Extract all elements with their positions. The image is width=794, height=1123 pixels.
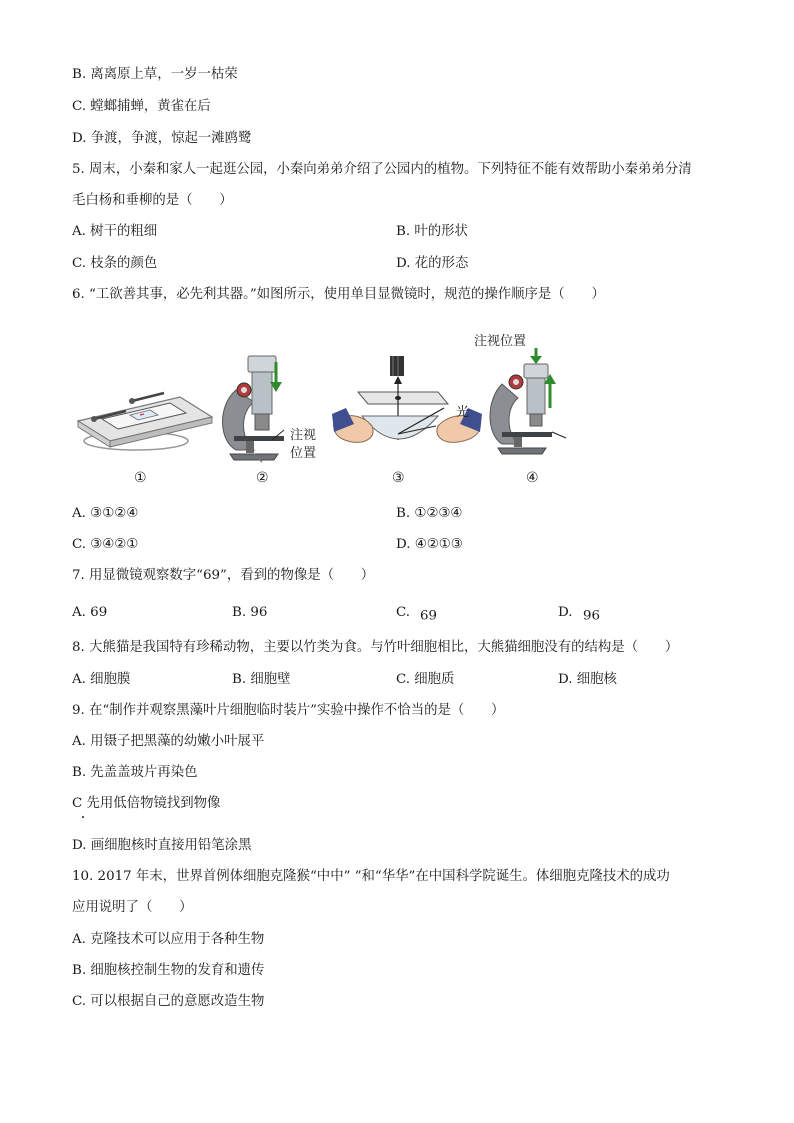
q9-stem: 9. 在“制作并观察黑藻叶片细胞临时装片”实验中操作不恰当的是（ ） — [72, 703, 505, 718]
gaze-position-label-4: 注视位置 — [474, 334, 527, 349]
figure-number-3: ③ — [392, 470, 405, 486]
q4-option-b: B. 离离原上草，一岁一枯荣 — [72, 67, 238, 82]
q8-option-a: A. 细胞膜 — [72, 672, 131, 687]
q5-stem-line1: 5. 周末，小秦和家人一起逛公园，小秦向弟弟介绍了公园内的植物。下列特征不能有效帮助小秦弟弟分清 — [72, 162, 692, 177]
q7-option-c-rotated-number: 69 — [420, 606, 438, 621]
q5-option-b: B. 叶的形状 — [396, 224, 468, 239]
q6-option-d: D. ④②①③ — [396, 537, 463, 552]
q5-stem-line2: 毛白杨和垂柳的是（ ） — [72, 193, 233, 208]
q5-option-a: A. 树干的粗细 — [72, 224, 158, 239]
q6-option-a: A. ③①②④ — [72, 506, 139, 521]
q9-option-d: D. 画细胞核时直接用铅笔涂黑 — [72, 838, 252, 853]
q10-option-a: A. 克隆技术可以应用于各种生物 — [72, 932, 265, 947]
figure-number-4: ④ — [526, 470, 539, 486]
figure-number-2: ② — [256, 470, 269, 486]
q7-option-c-prefix: C. — [396, 605, 411, 620]
q5-option-c: C. 枝条的颜色 — [72, 256, 158, 271]
q7-stem: 7. 用显微镜观察数字“69”，看到的物像是（ ） — [72, 568, 375, 583]
q9-option-a: A. 用镊子把黑藻的幼嫩小叶展平 — [72, 734, 265, 749]
microscope-step-4-figure — [486, 348, 576, 463]
stray-dot — [82, 816, 84, 818]
figure-number-1: ① — [134, 470, 147, 486]
q7-option-a: A. 69 — [72, 605, 108, 620]
q4-option-c: C. 螳螂捕蝉，黄雀在后 — [72, 99, 211, 114]
q7-option-d — [558, 604, 600, 622]
q8-option-c: C. 细胞质 — [396, 672, 455, 687]
q4-option-d: D. 争渡，争渡，惊起一滩鸥鹭 — [72, 131, 252, 146]
q10-stem-line1: 10. 2017 年末，世界首例体细胞克隆猴“中中” ”和“华华”在中国科学院诞生。体细胞克隆技术的成功 — [72, 869, 670, 884]
q8-option-d: D. 细胞核 — [558, 672, 617, 687]
q8-stem: 8. 大熊猫是我国特有珍稀动物，主要以竹类为食。与竹叶细胞相比，大熊猫细胞没有的结构是（ ） — [72, 640, 679, 655]
q9-option-b: B. 先盖盖玻片再染色 — [72, 765, 198, 780]
q6-stem: 6. “工欲善其事，必先利其器。”如图所示，使用单目显微镜时，规范的操作顺序是（ ） — [72, 287, 605, 302]
q6-option-c: C. ③④②① — [72, 537, 139, 552]
q10-option-b: B. 细胞核控制生物的发育和遗传 — [72, 963, 265, 978]
q5-option-d: D. 花的形态 — [396, 256, 469, 271]
gaze-position-label-2-line1: 注视 — [290, 428, 317, 443]
q7-option-b: B. 96 — [232, 605, 268, 620]
light-label: 光 — [456, 405, 470, 420]
q9-option-c: C 先用低倍物镜找到物像 — [72, 796, 221, 811]
q10-stem-line2: 应用说明了（ ） — [72, 900, 193, 915]
q7-option-c — [396, 604, 437, 622]
q7-option-d-rotated-number: 96 — [582, 606, 600, 621]
gaze-position-label-2-line2: 位置 — [290, 446, 317, 461]
microscope-step-1-figure — [74, 375, 214, 455]
q10-option-c: C. 可以根据自己的意愿改造生物 — [72, 994, 265, 1009]
q7-option-d-prefix: D. — [558, 605, 573, 620]
q8-option-b: B. 细胞壁 — [232, 672, 291, 687]
q6-option-b: B. ①②③④ — [396, 506, 463, 521]
